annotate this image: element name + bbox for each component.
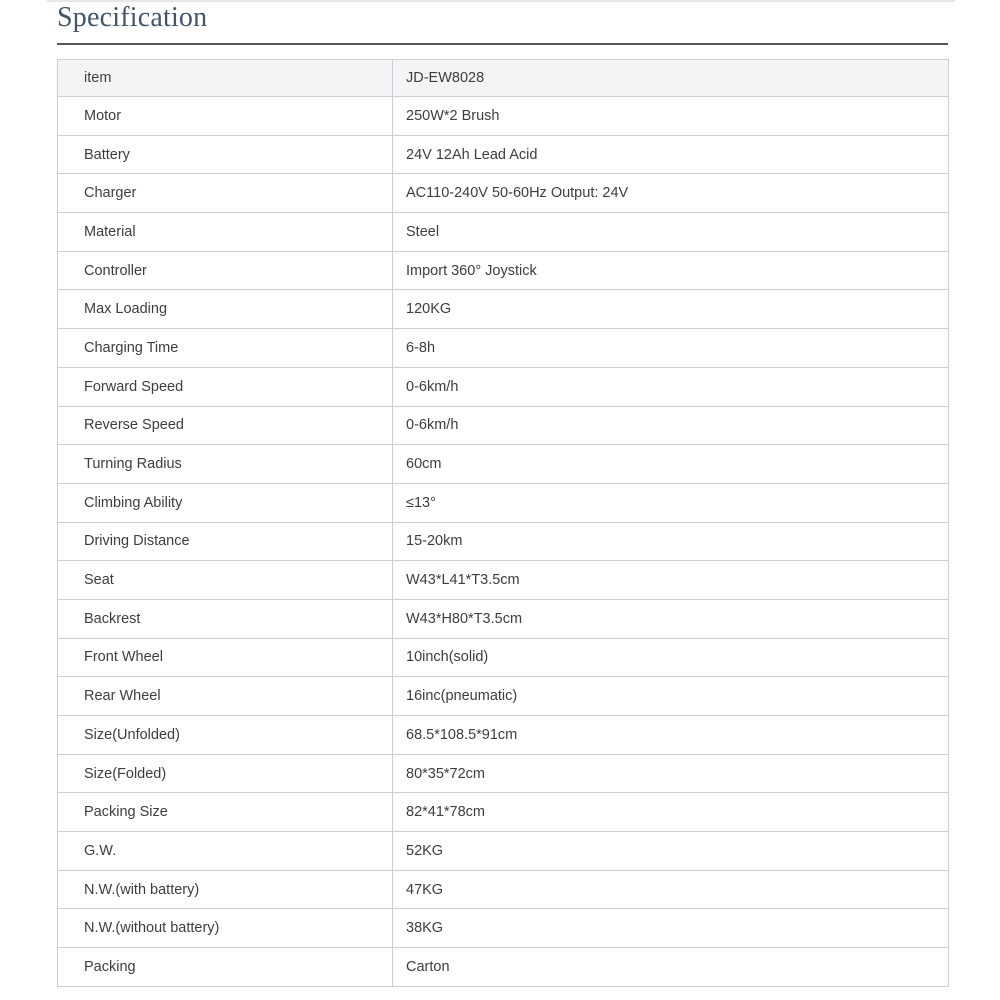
- spec-value: 38KG: [393, 909, 949, 948]
- spec-label: Seat: [58, 561, 393, 600]
- header-model-value: JD-EW8028: [393, 60, 949, 97]
- spec-value: Import 360° Joystick: [393, 251, 949, 290]
- page-title: Specification: [57, 2, 208, 33]
- table-row: [58, 716, 949, 755]
- spec-label: Forward Speed: [58, 367, 393, 406]
- spec-label: Driving Distance: [58, 522, 393, 561]
- title-underline: [57, 43, 948, 45]
- table-row: [58, 135, 949, 174]
- spec-label: Charging Time: [58, 329, 393, 368]
- table-row: [58, 948, 949, 987]
- spec-value: 82*41*78cm: [393, 793, 949, 832]
- spec-value: AC110-240V 50-60Hz Output: 24V: [393, 174, 949, 213]
- table-row: [58, 329, 949, 368]
- table-row: [58, 870, 949, 909]
- table-row: [58, 522, 949, 561]
- spec-value: 10inch(solid): [393, 638, 949, 677]
- spec-label: Motor: [58, 97, 393, 136]
- spec-label: Climbing Ability: [58, 483, 393, 522]
- spec-value: 68.5*108.5*91cm: [393, 716, 949, 755]
- table-header-row: [58, 60, 949, 97]
- spec-value: W43*H80*T3.5cm: [393, 599, 949, 638]
- spec-value: W43*L41*T3.5cm: [393, 561, 949, 600]
- spec-value: 0-6km/h: [393, 406, 949, 445]
- table-row: [58, 406, 949, 445]
- spec-value: 80*35*72cm: [393, 754, 949, 793]
- spec-label: Material: [58, 213, 393, 252]
- table-row: [58, 793, 949, 832]
- table-row: [58, 832, 949, 871]
- table-row: [58, 483, 949, 522]
- spec-label: Turning Radius: [58, 445, 393, 484]
- spec-label: Size(Folded): [58, 754, 393, 793]
- table-row: [58, 290, 949, 329]
- spec-label: N.W.(with battery): [58, 870, 393, 909]
- table-row: [58, 213, 949, 252]
- table-row: [58, 599, 949, 638]
- spec-value: 0-6km/h: [393, 367, 949, 406]
- spec-value: Steel: [393, 213, 949, 252]
- spec-value: 250W*2 Brush: [393, 97, 949, 136]
- spec-value: 6-8h: [393, 329, 949, 368]
- table-row: [58, 367, 949, 406]
- table-row: [58, 251, 949, 290]
- table-row: [58, 909, 949, 948]
- spec-label: Front Wheel: [58, 638, 393, 677]
- spec-value: 15-20km: [393, 522, 949, 561]
- spec-value: 24V 12Ah Lead Acid: [393, 135, 949, 174]
- spec-value: 16inc(pneumatic): [393, 677, 949, 716]
- specification-table: [57, 59, 949, 987]
- spec-label: Backrest: [58, 599, 393, 638]
- table-row: [58, 97, 949, 136]
- table-row: [58, 174, 949, 213]
- spec-value: 47KG: [393, 870, 949, 909]
- spec-label: Max Loading: [58, 290, 393, 329]
- spec-label: Rear Wheel: [58, 677, 393, 716]
- spec-label: N.W.(without battery): [58, 909, 393, 948]
- table-row: [58, 638, 949, 677]
- table-row: [58, 754, 949, 793]
- table-row: [58, 561, 949, 600]
- spec-label: Size(Unfolded): [58, 716, 393, 755]
- header-item-label: item: [58, 60, 393, 97]
- spec-label: G.W.: [58, 832, 393, 871]
- spec-value: 120KG: [393, 290, 949, 329]
- spec-value: ≤13°: [393, 483, 949, 522]
- table-row: [58, 445, 949, 484]
- spec-label: Packing Size: [58, 793, 393, 832]
- spec-label: Battery: [58, 135, 393, 174]
- spec-value: 52KG: [393, 832, 949, 871]
- spec-label: Controller: [58, 251, 393, 290]
- spec-label: Reverse Speed: [58, 406, 393, 445]
- spec-table-body: [58, 97, 949, 987]
- spec-value: Carton: [393, 948, 949, 987]
- spec-value: 60cm: [393, 445, 949, 484]
- table-row: [58, 677, 949, 716]
- spec-label: Packing: [58, 948, 393, 987]
- spec-label: Charger: [58, 174, 393, 213]
